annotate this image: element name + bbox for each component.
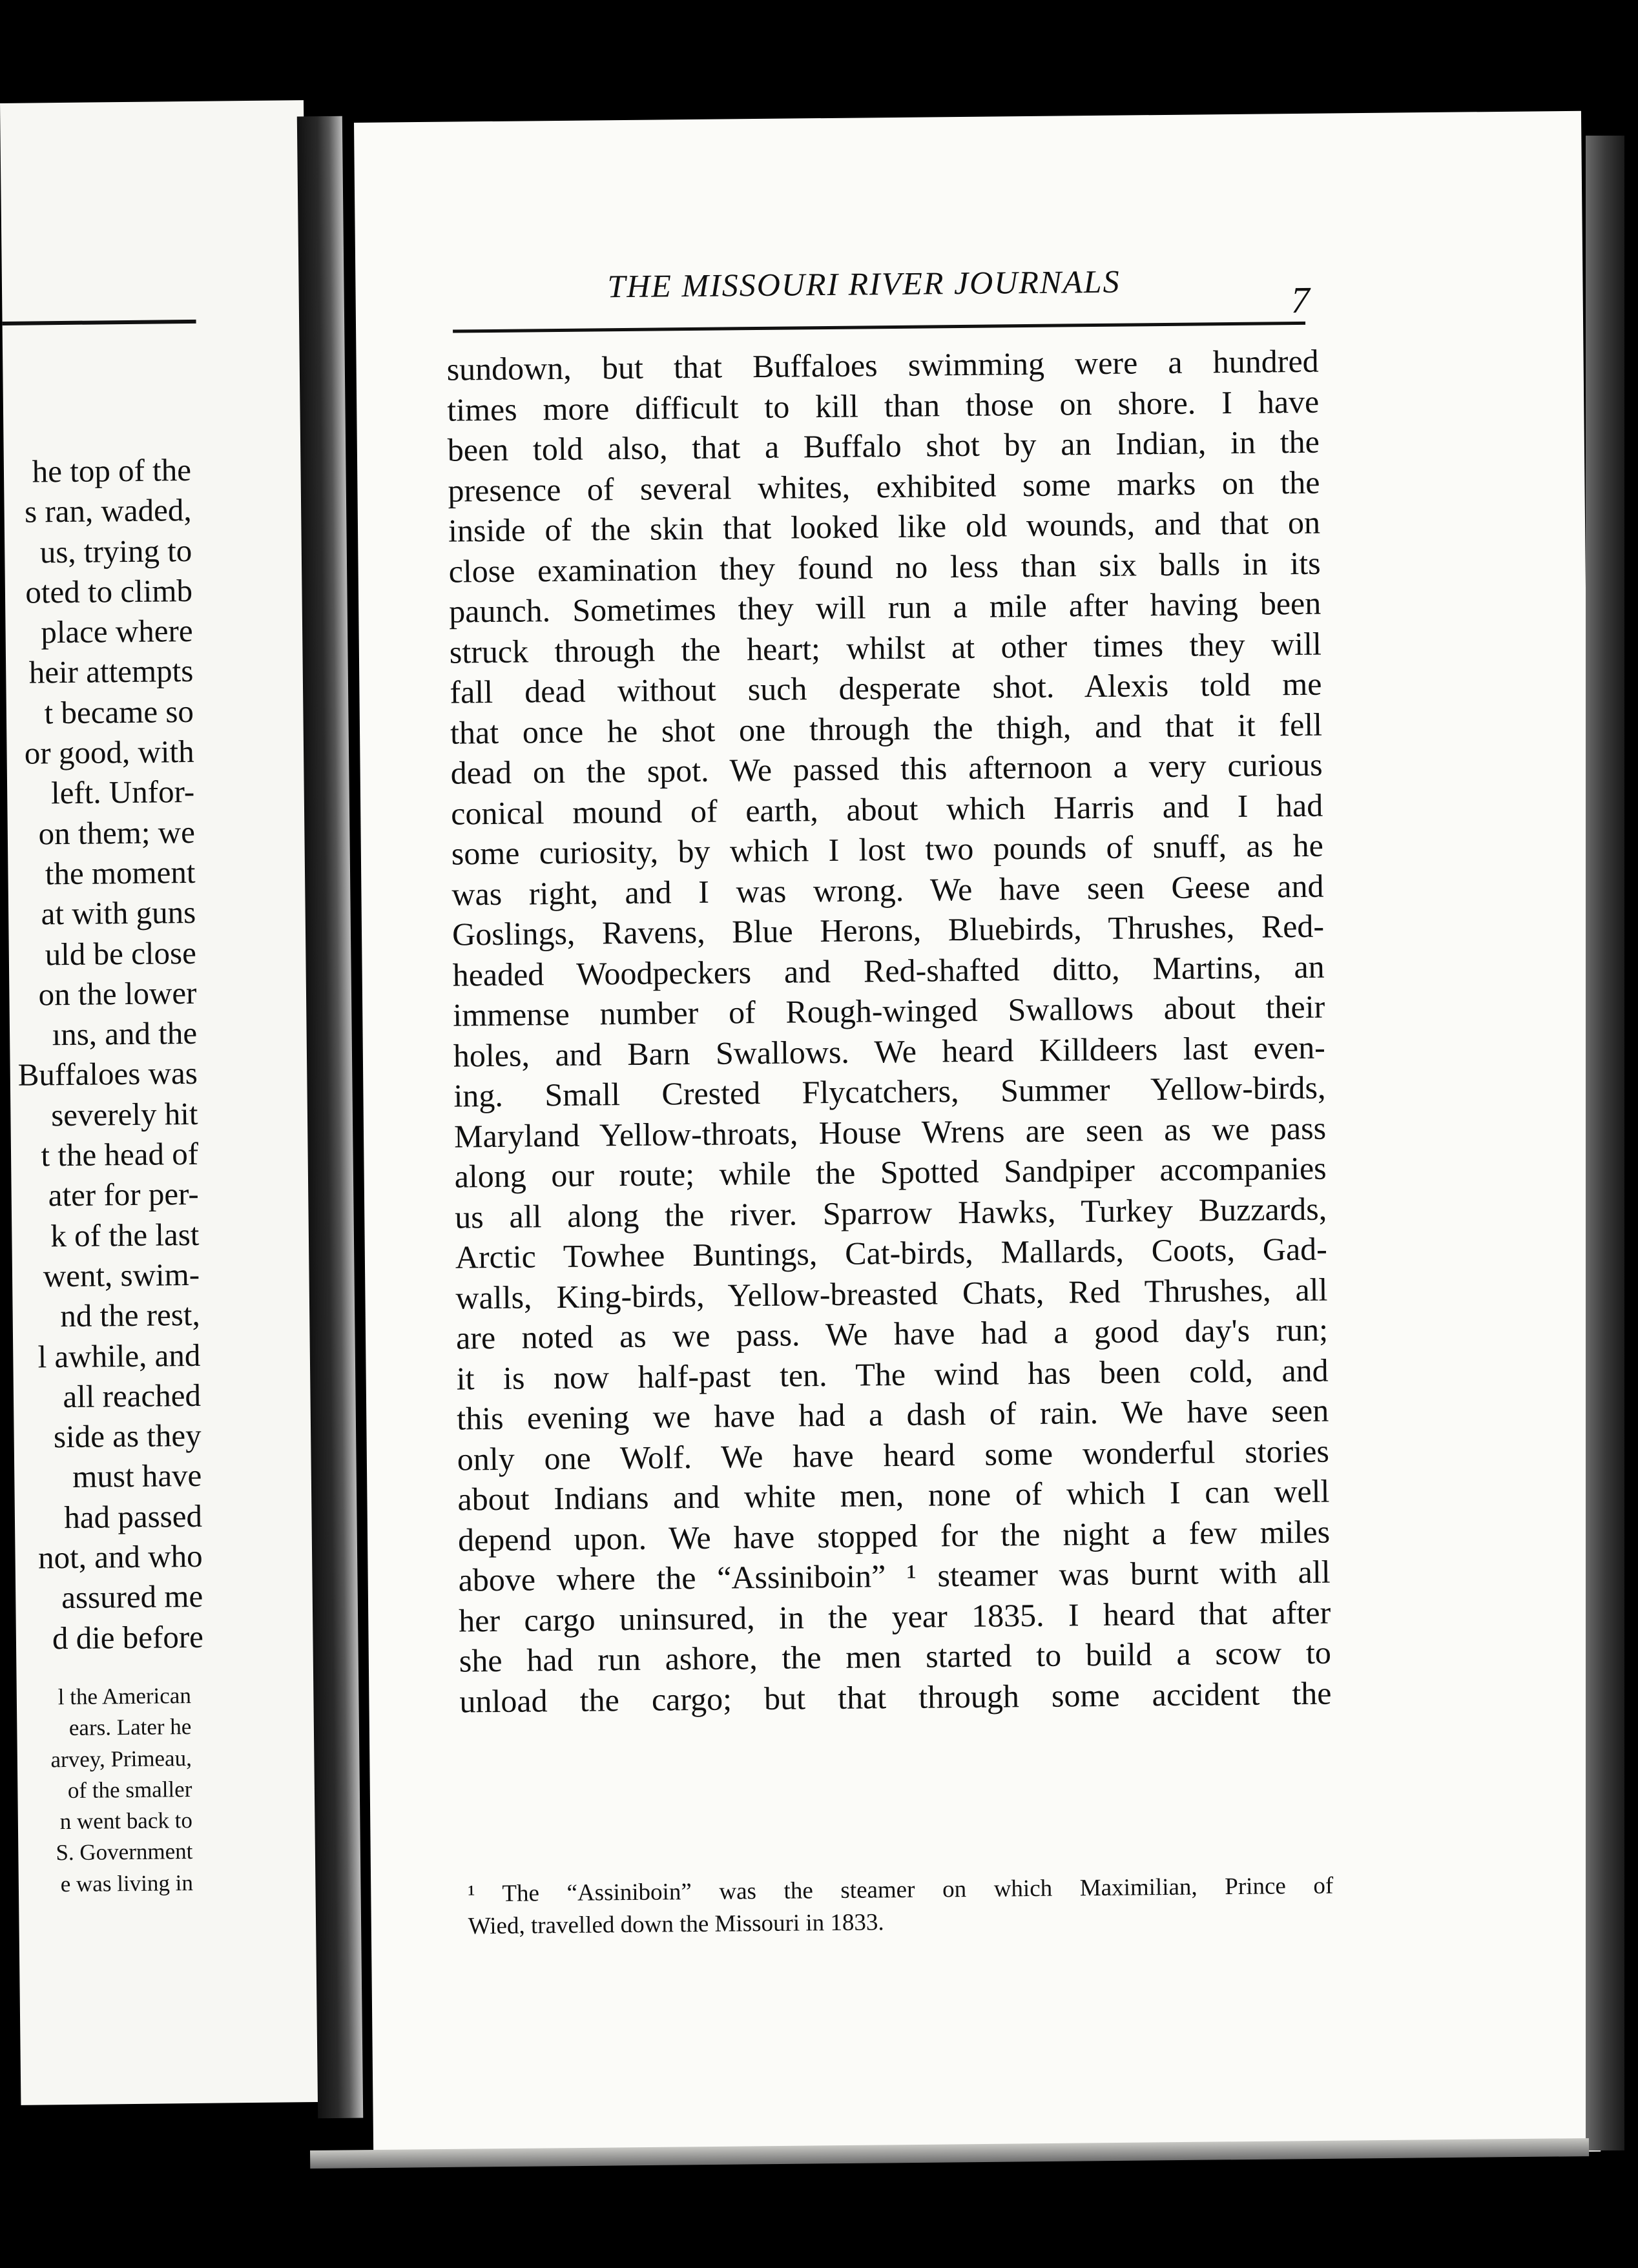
left-footnote-line: l the American	[57, 1683, 192, 1710]
left-text-line: us, trying to	[39, 532, 192, 570]
left-text-line: on the lower	[38, 974, 197, 1013]
body-line: times more difficult to kill than those on shore. I have	[447, 383, 1320, 428]
body-line: Maryland Yellow-throats, House Wrens are seen as we pass	[453, 1109, 1327, 1155]
body-line: this evening we have had a dash of rain. We have seen	[456, 1392, 1329, 1437]
left-text-line: s ran, waded,	[24, 492, 192, 530]
left-footnote-line: arvey, Primeau,	[50, 1745, 192, 1772]
body-line: that once he shot one through the thigh, and that it fell	[450, 706, 1323, 751]
body-text	[446, 341, 1331, 1722]
left-text-line: Buffaloes was	[17, 1055, 198, 1093]
body-line: holes, and Barn Swallows. We heard Killdeers last even-	[453, 1029, 1326, 1074]
page-edge	[1586, 136, 1624, 2150]
header-rule	[453, 322, 1305, 333]
left-footnote-line: of the smaller	[67, 1776, 192, 1803]
left-footnote-line: n went back to	[59, 1808, 193, 1835]
left-text-line: severely hit	[50, 1095, 198, 1133]
left-text-line: assured me	[61, 1578, 203, 1616]
body-line: headed Woodpeckers and Red-shafted ditto, Martins, an	[452, 948, 1325, 993]
previous-page	[0, 100, 324, 2105]
body-line: about Indians and white men, none of which I can well	[457, 1472, 1330, 1518]
body-line: fall dead without such desperate shot. Alexis told me	[450, 665, 1322, 710]
left-text-line: or good, with	[24, 733, 194, 771]
left-text-line: he top of the	[32, 451, 192, 490]
left-text-line: uld be close	[45, 934, 197, 972]
left-footnote-line: e was living in	[60, 1870, 194, 1897]
left-text-line: must have	[72, 1458, 202, 1495]
left-footnote-line: ears. Later he	[68, 1714, 192, 1741]
body-line: Goslings, Ravens, Blue Herons, Bluebirds, Thrushes, Red-	[451, 907, 1325, 953]
body-line: sundown, but that Buffaloes swimming were a hundred	[446, 342, 1319, 387]
left-text-line: d die before	[52, 1618, 204, 1656]
left-text-line: all reached	[63, 1377, 202, 1414]
body-line: presence of several whites, exhibited some marks on the	[448, 464, 1320, 509]
body-line: struck through the heart; whilst at other times they will	[449, 625, 1322, 670]
body-line: some curiosity, by which I lost two pounds of snuff, as he	[451, 827, 1324, 872]
footnote-line: ¹ The “Assiniboin” was the steamer on which Maximilian, Prince of	[468, 1872, 1334, 1908]
left-text-line: t the head of	[41, 1135, 199, 1173]
running-head: THE MISSOURI RIVER JOURNALS	[607, 263, 1121, 305]
left-text-line: went, swim-	[43, 1256, 200, 1294]
body-line: paunch. Sometimes they will run a mile after having been	[449, 584, 1322, 630]
left-footnote-line: S. Government	[56, 1839, 193, 1866]
body-line: dead on the spot. We passed this afternoon a very curious	[450, 746, 1323, 791]
body-line: are noted as we pass. We have had a good day's run;	[455, 1311, 1329, 1356]
left-text-line: side as they	[53, 1417, 202, 1455]
body-line: unload the cargo; but that through some accident the	[459, 1675, 1332, 1720]
left-text-line: on them; we	[38, 814, 196, 852]
body-line: conical mound of earth, about which Harris and I had	[451, 787, 1323, 832]
left-text-line: nd the rest,	[60, 1297, 200, 1334]
body-line: close examination they found no less than six balls in its	[448, 544, 1321, 590]
body-line: only one Wolf. We have heard some wonderful stories	[457, 1432, 1330, 1478]
footnote	[468, 1870, 1334, 1943]
left-text-line: not, and who	[37, 1538, 203, 1576]
body-line: immense number of Rough-winged Swallows about their	[453, 988, 1325, 1033]
page-number: 7	[1291, 278, 1311, 322]
left-text-line: ater for per-	[48, 1176, 199, 1213]
footnote-line: Wied, travelled down the Missouri in 1833.	[468, 1909, 884, 1940]
left-text-line: oted to climb	[25, 572, 193, 610]
left-text-line: t became so	[44, 693, 194, 731]
left-text-line: place where	[40, 613, 193, 650]
body-line: along our route; while the Spotted Sandpiper accompanies	[454, 1149, 1327, 1195]
body-line: us all along the river. Sparrow Hawks, Turkey Buzzards,	[455, 1190, 1327, 1235]
body-line: depend upon. We have stopped for the night a few miles	[457, 1513, 1331, 1558]
body-line: been told also, that a Buffalo shot by an Indian, in the	[447, 423, 1320, 468]
body-line: inside of the skin that looked like old wounds, and that on	[448, 504, 1321, 549]
body-line: ing. Small Crested Flycatchers, Summer Yellow-birds,	[453, 1069, 1326, 1114]
left-text-line: left. Unfor-	[50, 774, 195, 811]
left-text-line: ıns, and the	[52, 1015, 198, 1053]
current-page	[354, 111, 1601, 2163]
body-line: it is now half-past ten. The wind has been cold, and	[456, 1352, 1329, 1397]
left-text-line: k of the last	[50, 1216, 200, 1253]
left-header-rule	[3, 320, 196, 325]
body-line: was right, and I was wrong. We have seen Geese and	[451, 867, 1324, 912]
left-page-text	[0, 450, 203, 1661]
body-line: Arctic Towhee Buntings, Cat-birds, Mallards, Coots, Gad-	[455, 1230, 1328, 1275]
left-text-line: heir attempts	[28, 653, 194, 691]
left-text-line: had passed	[64, 1498, 203, 1535]
left-text-line: the moment	[45, 854, 196, 892]
left-text-line: l awhile, and	[37, 1337, 201, 1375]
body-line: walls, King-birds, Yellow-breasted Chats, Red Thrushes, all	[455, 1271, 1328, 1316]
left-text-line: at with guns	[41, 894, 196, 932]
body-line: above where the “Assiniboin” ¹ steamer was burnt with all	[458, 1553, 1331, 1598]
left-page-footnote	[0, 1680, 193, 1902]
body-line: her cargo uninsured, in the year 1835. I heard that after	[458, 1594, 1331, 1639]
body-line: she had run ashore, the men started to build a scow to	[459, 1634, 1332, 1679]
